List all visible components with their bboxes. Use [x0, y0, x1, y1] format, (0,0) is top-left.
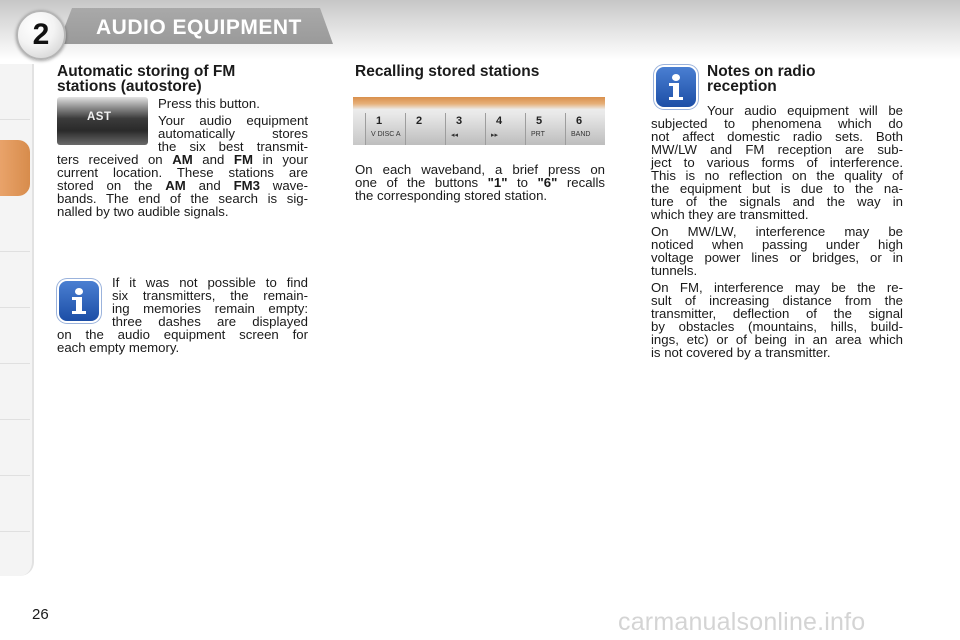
- empty-memory-note-line: ing memories remain empty:: [112, 301, 308, 316]
- recall-text-line: On each waveband, a brief press on: [355, 162, 605, 177]
- am-band-label: AM: [172, 152, 193, 167]
- reception-text-line: the equipment but is due to the na-: [651, 181, 903, 196]
- autostore-heading-line1: Automatic storing of FM: [57, 63, 236, 80]
- reception-text-line: ture of the signals and the way in: [651, 194, 903, 209]
- reception-text-line: which they are transmitted.: [651, 207, 809, 222]
- section-tab-5[interactable]: [0, 308, 30, 364]
- ast-button-image: [57, 97, 148, 145]
- autostore-text-line: the six best transmit-: [158, 139, 308, 154]
- ast-button-label: AST: [87, 111, 112, 123]
- preset-key-5: 5 PRT: [525, 113, 565, 145]
- chapter-number-badge: [16, 10, 66, 60]
- empty-memory-note-line: each empty memory.: [57, 340, 180, 355]
- preset-key-1: 1 V DISC A: [365, 113, 405, 145]
- recall-text-line: one of the buttons "1" to "6" recalls: [355, 175, 605, 190]
- reception-text-line: is not covered by a transmitter.: [651, 345, 831, 360]
- empty-memory-note-line: If it was not possible to find: [112, 275, 308, 290]
- reception-text-line: MW/LW and FM reception are sub-: [651, 142, 903, 157]
- preset-keys: [365, 113, 605, 145]
- section-tab-4[interactable]: [0, 252, 30, 308]
- section-tab-6[interactable]: [0, 364, 30, 420]
- reception-text-line: subjected to phenomena which do: [651, 116, 903, 131]
- info-icon: [656, 67, 696, 107]
- reception-text-line: tunnels.: [651, 263, 698, 278]
- empty-memory-note-line: three dashes are displayed: [112, 314, 308, 329]
- reception-text-line: noticed when passing under high: [651, 237, 903, 252]
- autostore-heading-line2: stations (autostore): [57, 78, 202, 95]
- am-band-label: AM: [165, 178, 186, 193]
- empty-memory-note-line: on the audio equipment screen for: [57, 327, 308, 342]
- section-tab-2-active[interactable]: [0, 140, 30, 196]
- radio-reception-heading-line1: Notes on radio: [707, 63, 816, 80]
- reception-text-line: transmitter, deflection of the signal: [651, 306, 903, 321]
- recall-text-line: the corresponding stored station.: [355, 188, 548, 203]
- recall-stations-heading: Recalling stored stations: [355, 63, 540, 80]
- section-tab-8[interactable]: [0, 476, 30, 532]
- autostore-text-line: Your audio equipment: [158, 113, 308, 128]
- reception-text-line: sult of increasing distance from the: [651, 293, 903, 308]
- chapter-title: AUDIO EQUIPMENT: [96, 16, 302, 39]
- reception-text-line: by obstacles (mountains, hills, build-: [651, 319, 903, 334]
- section-tab-strip: [0, 64, 34, 576]
- autostore-text-line: ters received on AM and FM in your: [57, 152, 308, 167]
- reception-text-line: not affect domestic radio sets. Both: [651, 129, 903, 144]
- fm3-band-label: FM3: [233, 178, 260, 193]
- section-tab-3[interactable]: [0, 196, 30, 252]
- chapter-number: 2: [32, 18, 50, 51]
- button-6-ref: "6": [537, 175, 558, 190]
- reception-text-line: voltage power lines or bridges, or in: [651, 250, 903, 265]
- radio-reception-heading-line2: reception: [707, 78, 777, 95]
- section-tab-1[interactable]: [0, 64, 30, 120]
- button-1-ref: "1": [487, 175, 508, 190]
- autostore-text-line: automatically stores: [158, 126, 308, 141]
- autostore-text-line: bands. The end of the search is sig-: [57, 191, 308, 206]
- press-button-text: Press this button.: [158, 96, 260, 111]
- reception-text-line: ings, etc) or of being in an area which: [651, 332, 903, 347]
- reception-text-line: On FM, interference may be the re-: [651, 280, 903, 295]
- preset-key-3: 3 ◂◂: [445, 113, 485, 145]
- preset-buttons-image: [353, 97, 605, 145]
- info-icon: [59, 281, 99, 321]
- autostore-text-line: nalled by two audible signals.: [57, 204, 229, 219]
- empty-memory-note-line: six transmitters, the remain-: [112, 288, 308, 303]
- autostore-text-line: stored on the AM and FM3 wave-: [57, 178, 308, 193]
- reception-text-line: Your audio equipment will be: [707, 103, 903, 118]
- reception-text-line: This is no reflection on the quality of: [651, 168, 903, 183]
- reception-text-line: On MW/LW, interference may be: [651, 224, 903, 239]
- preset-key-4: 4 ▸▸: [485, 113, 525, 145]
- fm-band-label: FM: [233, 152, 253, 167]
- watermark[interactable]: carmanualsonline.info: [618, 608, 866, 636]
- page-number: 26: [32, 606, 49, 623]
- reception-text-line: ject to various forms of interference.: [651, 155, 903, 170]
- preset-key-2: 2: [405, 113, 445, 145]
- autostore-text-line: current location. These stations are: [57, 165, 308, 180]
- preset-key-6: 6 BAND: [565, 113, 605, 145]
- section-tab-7[interactable]: [0, 420, 30, 476]
